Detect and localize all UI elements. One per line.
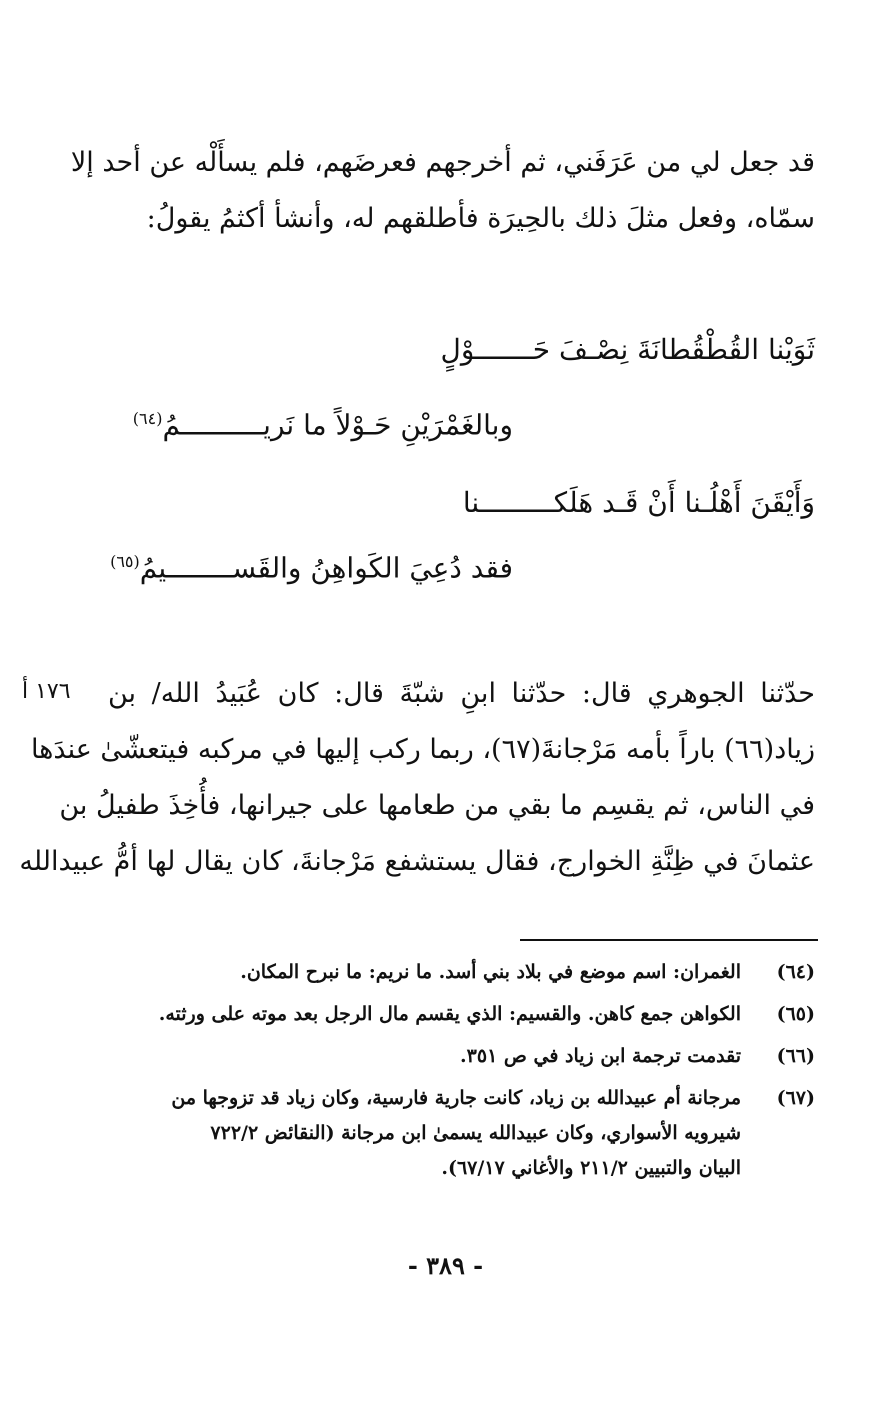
verse-1-first-hemistich — [441, 322, 815, 378]
footnote-line: البيان والتبيين ٢١١/٢ والأغاني ٦٧/١٧). — [441, 1157, 741, 1179]
verse-1-first-text: ثَوَيْنا القُطْقُطانَةَ نِصْـفَ حَـــــــوْلٍ — [440, 333, 815, 366]
verse-2-second-text: فقد دُعِيَ الكَواهِنُ والقَســــــــيمُ — [139, 551, 513, 585]
footnote-text — [100, 1081, 741, 1186]
prose-top-line-1: قد جعل لي من عَرَفَني، ثم أخرجهم فعرضَهم، فلم يسأَلْه عن أحد إلا — [70, 147, 815, 178]
prose-top-line-2: سمّاه، وفعل مثلَ ذلك بالحِيرَة فأطلقهم له، وأنشأ أكثمُ يقولُ: — [146, 203, 815, 234]
footnote-text — [100, 1039, 741, 1074]
prose-main-line-2: زياد(٦٦) باراً بأمه مَرْجانةَ(٦٧)، ربما ركب إليها في مركبه فيتعشّىٰ عندَها — [30, 734, 815, 765]
verse-1-footnote-ref: (٦٤) — [132, 409, 163, 428]
footnote-text — [100, 955, 741, 990]
footnote-separator — [520, 939, 818, 941]
footnote-line: مرجانة أم عبيدالله بن زياد، كانت جارية فارسية، وكان زياد قد تزوجها من — [171, 1087, 741, 1109]
footnote-line: الغمران: اسم موضع في بلاد بني أسد. ما نريم: ما نبرح المكان. — [240, 961, 741, 983]
verse-2-first-text: وَأَيْقَنَ أَهْلُـنا أَنْ قَـد هَلَكـــــــــنا — [462, 486, 815, 519]
prose-main-line-1: حدّثنا الجوهري قال: حدّثنا ابنِ شبّةَ قال: كان عُبَيدُ الله/ بن — [108, 678, 815, 709]
footnote-number: (٦٧) — [776, 1087, 815, 1109]
footnote-number: (٦٤) — [776, 961, 815, 983]
verse-2-second-hemistich — [110, 534, 513, 590]
margin-folio-note: ١٧٦ أ — [22, 679, 71, 704]
page-number: - ٣٨٩ - — [407, 1251, 484, 1280]
verse-1-second-text: وبالغَمْرَيْنِ حَـوْلاً ما نَريــــــــــمُ — [162, 408, 513, 442]
footnote-line: الكواهن جمع كاهن. والقسيم: الذي يقسم مال الرجل بعد موته على ورثته. — [158, 1003, 741, 1025]
footnote-text — [100, 997, 741, 1032]
prose-main-line-3: في الناس، ثم يقسِم ما بقي من طعامها على جيرانها، فأُخِذَ طفيلُ بن — [59, 790, 815, 821]
verse-1-second-hemistich — [133, 391, 513, 447]
footnote-line: شيرويه الأسواري، وكان عبيدالله يسمىٰ ابن مرجانة (النقائض ٧٢٢/٢ — [210, 1122, 741, 1144]
footnote-line: تقدمت ترجمة ابن زياد في ص ٣٥١. — [460, 1045, 741, 1067]
footnote-number: (٦٦) — [776, 1045, 815, 1067]
verse-2-footnote-ref: (٦٥) — [110, 552, 140, 571]
prose-main-line-4: عثمانَ في ظِنَّةِ الخوارج، فقال يستشفع مَرْجانةَ، كان يقال لها أمُّ عبيدالله — [19, 846, 815, 877]
verse-2-first-hemistich — [463, 475, 815, 531]
footnote-number: (٦٥) — [776, 1003, 815, 1025]
